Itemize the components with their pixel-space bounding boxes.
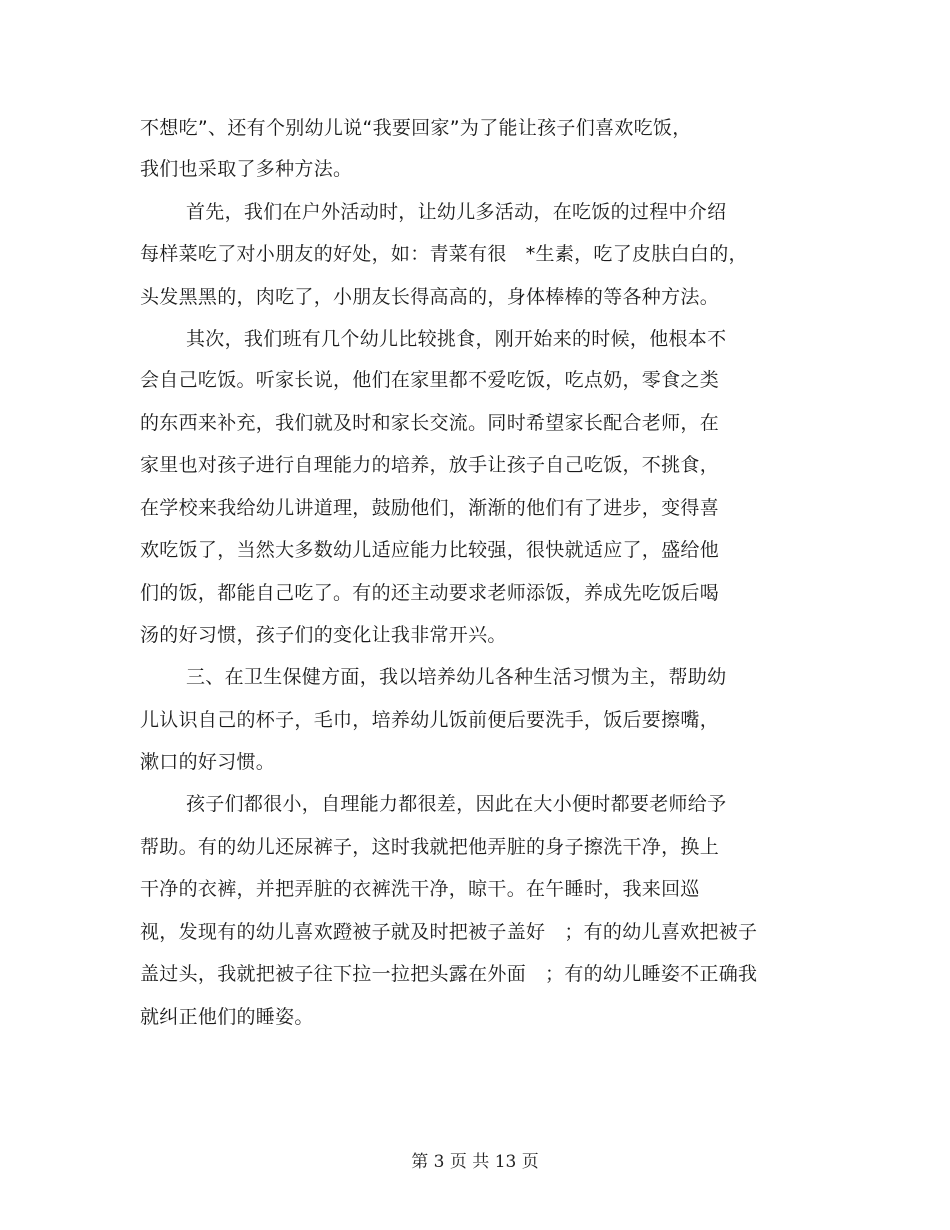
text-line: 其次，我们班有几个幼儿比较挑食，刚开始来的时候，他根本不	[186, 328, 727, 350]
text-line: 孩子们都很小，自理能力都很差，因此在大小便时都要老师给予	[186, 793, 727, 815]
page-number-footer: 第 3 页 共 13 页	[411, 1152, 539, 1172]
text-line: 盖过头，我就把被子往下拉一拉把头露在外面 ；有的幼儿睡姿不正确我	[140, 963, 758, 985]
text-line: 干净的衣裤，并把弄脏的衣裤洗干净，晾干。在午睡时，我来回巡	[140, 878, 700, 900]
text-line: 家里也对孩子进行自理能力的培养，放手让孩子自己吃饭，不挑食，	[140, 454, 720, 476]
text-line: 汤的好习惯，孩子们的变化让我非常开兴。	[140, 624, 507, 646]
text-line: 帮助。有的幼儿还尿裤子，这时我就把他弄脏的身子擦洗干净，换上	[140, 836, 720, 858]
text-line: 视，发现有的幼儿喜欢蹬被子就及时把被子盖好 ；有的幼儿喜欢把被子	[140, 921, 758, 943]
text-line: 的东西来补充，我们就及时和家长交流。同时希望家长配合老师，在	[140, 412, 720, 434]
text-line: 首先，我们在户外活动时，让幼儿多活动，在吃饭的过程中介绍	[186, 201, 727, 223]
text-line: 头发黑黑的，肉吃了，小朋友长得高高的，身体棒棒的等各种方法。	[140, 286, 720, 308]
text-line: 每样菜吃了对小朋友的好处，如：青菜有很 *生素，吃了皮肤白白的，	[140, 243, 748, 265]
text-line: 们的饭，都能自己吃了。有的还主动要求老师添饭，养成先吃饭后喝	[140, 582, 720, 604]
text-line: 漱口的好习惯。	[140, 751, 276, 773]
text-line: 不想吃”、还有个别幼儿说“我要回家”为了能让孩子们喜欢吃饭，	[140, 117, 692, 139]
text-line: 就纠正他们的睡姿。	[140, 1006, 314, 1028]
text-line: 三、在卫生保健方面，我以培养幼儿各种生活习惯为主，帮助幼	[186, 666, 727, 688]
text-line: 儿认识自己的杯子，毛巾，培养幼儿饭前便后要洗手，饭后要擦嘴，	[140, 709, 720, 731]
text-line: 欢吃饭了，当然大多数幼儿适应能力比较强，很快就适应了，盛给他	[140, 539, 720, 561]
text-line: 在学校来我给幼儿讲道理，鼓励他们，渐渐的他们有了进步，变得喜	[140, 497, 720, 519]
text-line: 会自己吃饭。听家长说，他们在家里都不爱吃饭，吃点奶，零食之类	[140, 369, 720, 391]
text-line: 我们也采取了多种方法。	[140, 158, 353, 180]
